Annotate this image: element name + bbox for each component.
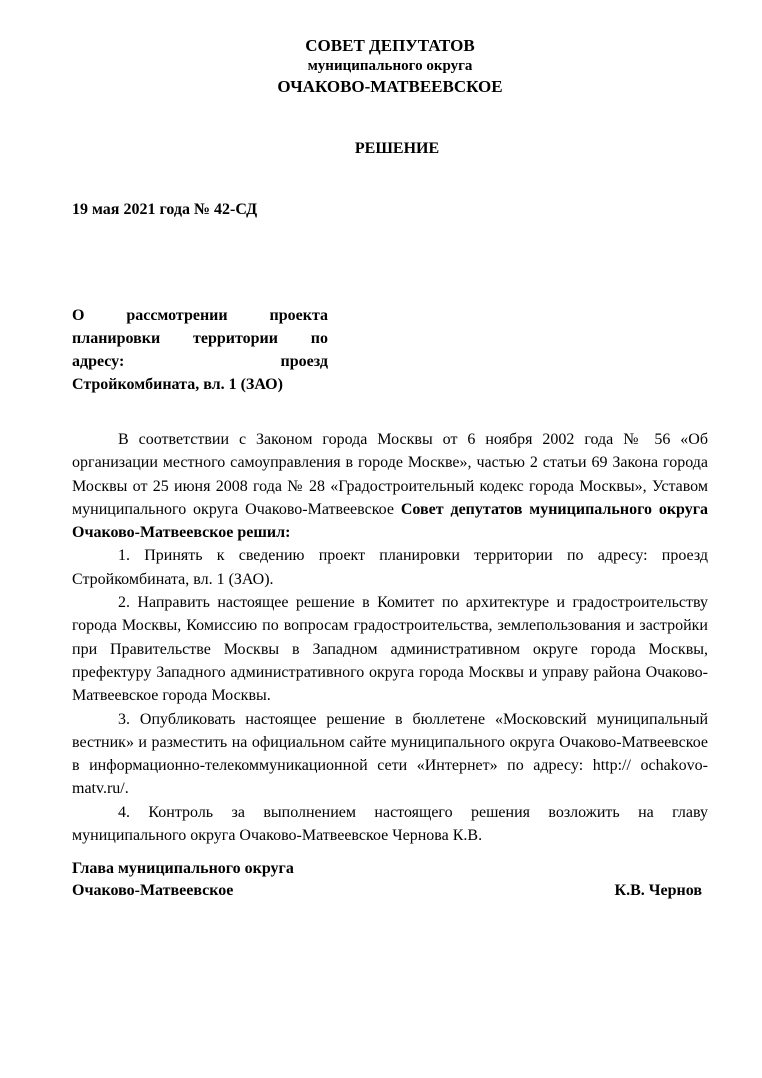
signature-block (72, 858, 702, 902)
subject-line: планировки территории по (72, 330, 328, 347)
resolution-item-4: 4. Контроль за выполнением настоящего решения возложить на главу муниципального округа Очаково-Матвеевское Чернова К.В. (72, 803, 708, 845)
document-type: РЕШЕНИЕ (354, 140, 440, 157)
preamble-paragraph (72, 428, 708, 544)
municipality-label: муниципального округа (307, 58, 473, 74)
resolution-item-1: 1. Принять к сведению проект планировки территории по адресу: проезд Стройкомбината, вл. 1 (ЗАО). (72, 547, 708, 588)
preamble-resolution: Совет депутатов муниципального округа Очаково-Матвеевское решил: (72, 500, 709, 542)
document-body (72, 428, 708, 847)
signatory-name: К.В. Чернов (614, 882, 702, 899)
signatory-title-line1: Глава муниципального округа (72, 860, 294, 877)
signatory-title-line2: Очаково-Матвеевское (72, 882, 234, 899)
council-name: СОВЕТ ДЕПУТАТОВ (305, 36, 475, 55)
resolution-item-2: 2. Направить настоящее решение в Комитет по архитектуре и градостроительству города Москвы, Комиссию по вопросам градостроительства, землепользования и застройки при Правительстве Москвы в Западном административном округе города Москвы, префектуру Западного административного округа города Москвы и управу района Очаково-Матвеевское города Москвы. (72, 594, 708, 705)
document-header (0, 36, 762, 98)
subject-line: Стройкомбината, вл. 1 (ЗАО) (72, 376, 283, 393)
subject-line: адресу: проезд (72, 353, 328, 370)
preamble-text: В соответствии с Законом города Москвы от 6 ноября 2002 года № 56 «Об организации местного самоуправления в городе Москве», частью 2 статьи 69 Закона города Москвы от 25 июня 2008 года № 28 «Градостроительный кодекс города Москвы», Уставом муниципального округа Очаково-Матвеевское (72, 431, 708, 518)
document-subject (72, 304, 328, 396)
document-date-number: 19 мая 2021 года № 42-СД (72, 201, 258, 218)
resolution-item-3: 3. Опубликовать настоящее решение в бюллетене «Московский муниципальный вестник» и разместить на официальном сайте муниципального округа Очаково-Матвеевское в информационно-телекоммуникационной сети «Интернет» по адресу: http:// ochakovo-matv.ru/. (72, 710, 708, 798)
district-name: ОЧАКОВО-МАТВЕЕВСКОЕ (277, 77, 503, 96)
subject-line: О рассмотрении проекта (72, 307, 328, 324)
